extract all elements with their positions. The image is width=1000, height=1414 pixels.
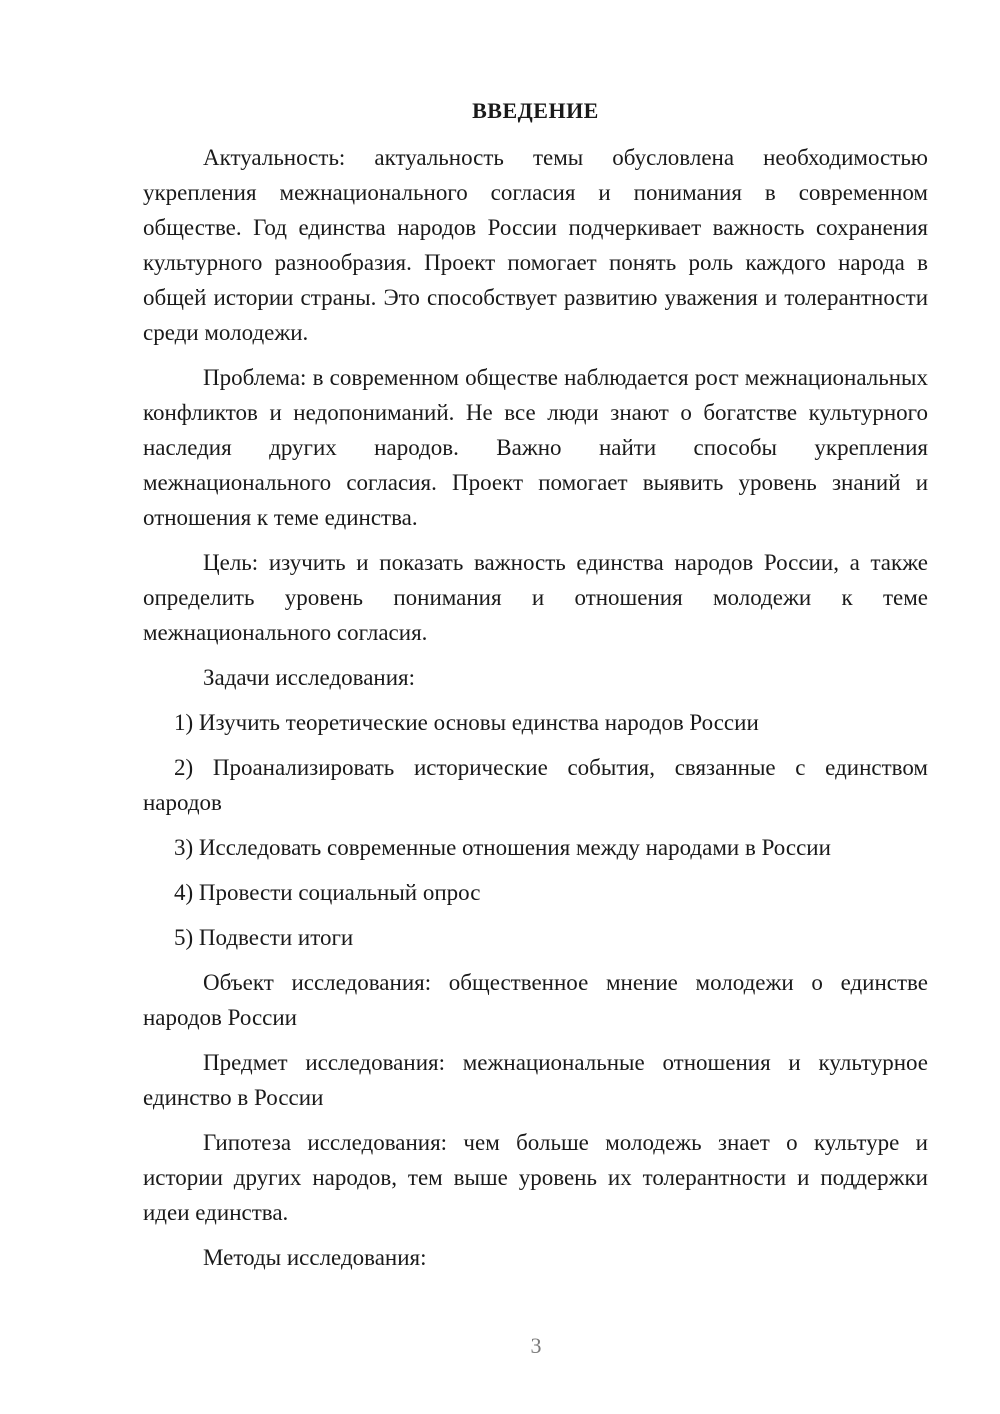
relevance-paragraph: Актуальность: актуальность темы обусловлена необходимостью укрепления межнационального согласия и понимания в современном обществе. Год единства народов России подчеркивает важность сохранения культурного разнообразия. Проект помогает понять роль каждого народа в общей истории страны. Это способствует развитию уважения и толерантности среди молодежи. (143, 145, 928, 345)
task-item-5: 5) Подвести итоги (174, 925, 354, 950)
object-paragraph: Объект исследования: общественное мнение молодежи о единстве народов России (143, 970, 928, 1030)
subject-paragraph: Предмет исследования: межнациональные отношения и культурное единство в России (143, 1050, 928, 1110)
problem-paragraph: Проблема: в современном обществе наблюдается рост межнациональных конфликтов и недопониманий. Не все люди знают о богатстве культурного наследия других народов. Важно найти способы укрепления межнационального согласия. Проект помогает выявить уровень знаний и отношения к теме единства. (143, 365, 928, 530)
tasks-heading: Задачи исследования: (203, 665, 416, 690)
task-item-2: 2) Проанализировать исторические события, связанные с единством народов (143, 755, 928, 815)
page-number: 3 (530, 1333, 542, 1358)
page-title: ВВЕДЕНИЕ (472, 98, 599, 123)
goal-paragraph: Цель: изучить и показать важность единства народов России, а также определить уровень понимания и отношения молодежи к теме межнационального согласия. (143, 550, 928, 645)
task-item-1: 1) Изучить теоретические основы единства народов России (174, 710, 759, 735)
methods-heading: Методы исследования: (203, 1245, 427, 1270)
document-body (143, 96, 928, 1285)
hypothesis-paragraph: Гипотеза исследования: чем больше молодежь знает о культуре и истории других народов, тем выше уровень их толерантности и поддержки идеи единства. (143, 1130, 928, 1225)
task-item-4: 4) Провести социальный опрос (174, 880, 481, 905)
task-item-3: 3) Исследовать современные отношения между народами в России (174, 835, 831, 860)
